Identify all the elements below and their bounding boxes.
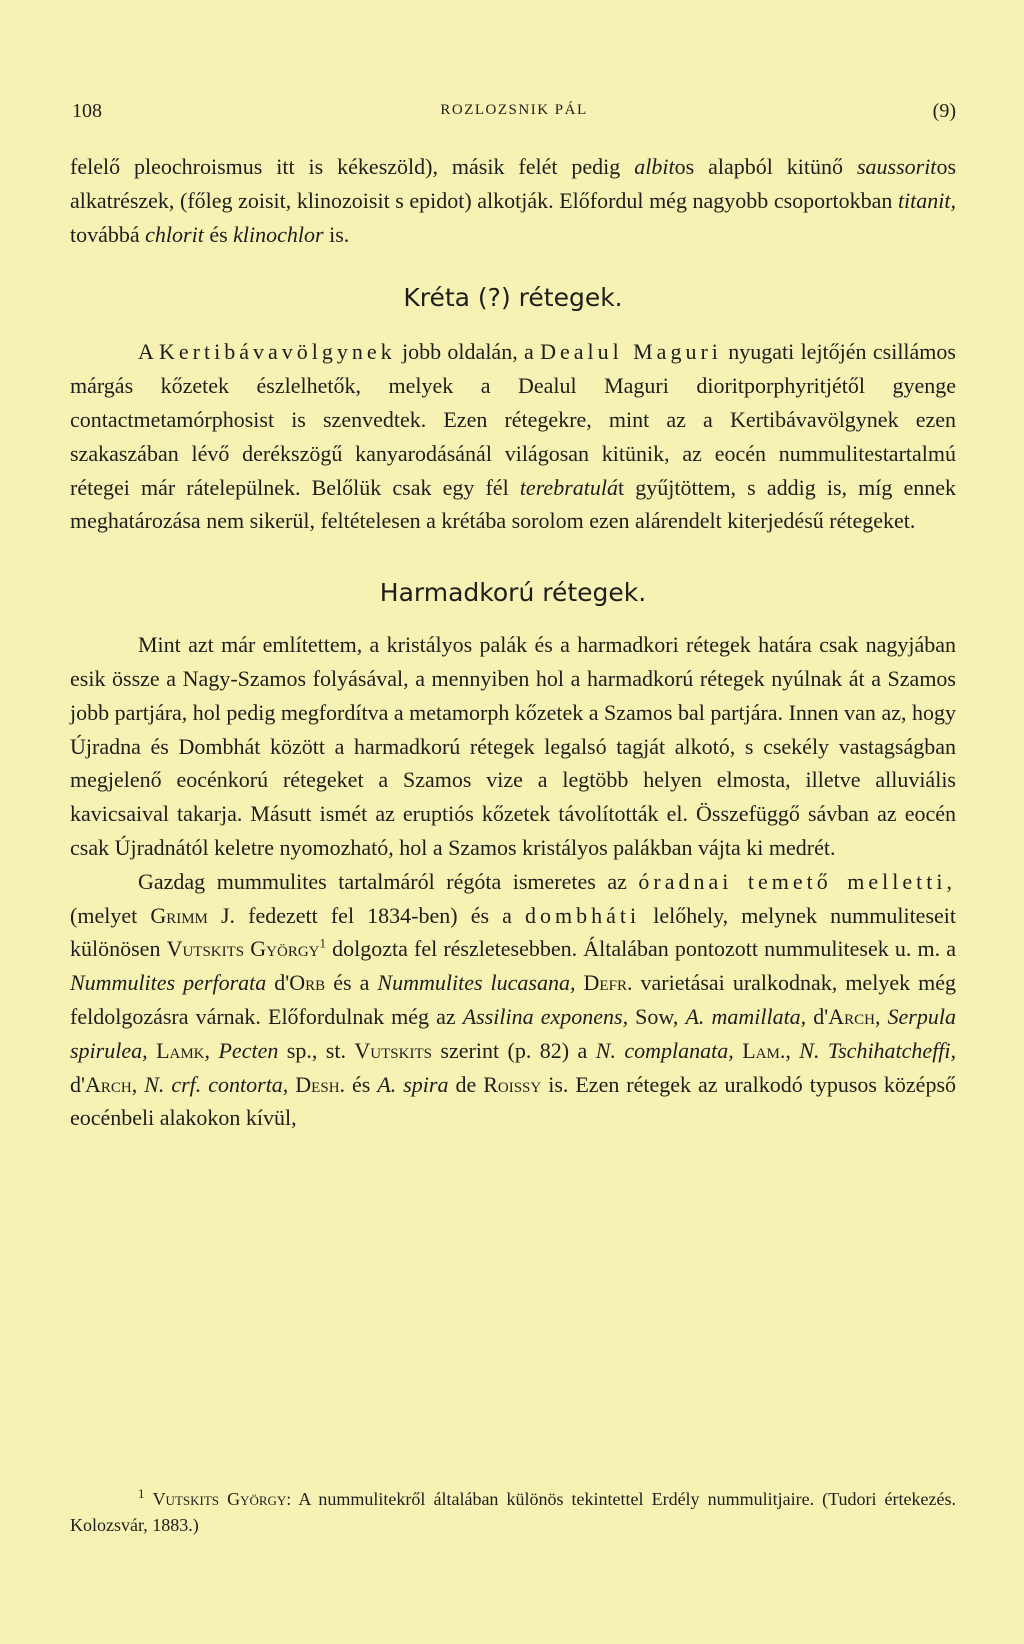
paragraph-1: felelő pleochroismus itt is kékeszöld), másik felét pedig albitos alapból kitünő saussoritos alkatrészek, (főleg zoisit, klinozoisit s epidot) alkotják. Előfordul még nagyobb csoportokban titanit, továbbá chlorit és klinochlor is. [70, 154, 956, 247]
paragraph-4: Gazdag mummulites tartalmáról régóta ismeretes az óradnai temető melletti, (melyet Grimm J. fedezett fel 1834-ben) és a dombháti lelőhely, melynek nummuliteseit különösen Vutskits György$^1$ dolgozta fel részletesebben. Általában pontozott nummulitesek u. m. a Nummulites perforata d'Orb és a Nummulites lucasana, Defr. varietásai uralkodnak, melyek még feldolgozásra várnak. Előfordulnak még az Assilina exponens, Sow, A. mamillata, d'Arch, Serpula spirulea, Lamk, Pecten sp., st. Vutskits szerint (p. 82) a N. complanata, Lam., N. Tschihatcheffi, d'Arch, N. crf. contorta, Desh. és A. spira de Roissy is. Ezen rétegek az uralkodó typusos középső eocénbeli alakokon kívül, [70, 868, 957, 1131]
footnote-1: $^1$ Vutskits György: A nummulitekről általában különös tekintettel Erdély nummulitjaire. (Tudori értekezés. Kolozsvár, 1883.) [70, 1486, 957, 1535]
footnote-reference: 1 [319, 936, 326, 952]
section-heading-kreta: Kréta (?) rétegek. [403, 283, 623, 313]
paragraph-2: A Kertibávavölgynek jobb oldalán, a Dealul Maguri nyugati lejtőjén csillámos márgás kőzetek észlelhetők, melyek a Dealul Maguri dioritporphyritjétől gyenge contactmetamórphosist is szenvedtek. Ezen rétegekre, mint az a Kertibávavölgynek ezen szakaszában lévő derékszögű kanyarodásánál világosan kitünik, az eocén nummulitestartalmú rétegei már rátelepülnek. Belőlük csak egy fél terebratulát gyűjtöttem, s addig is, míg ennek meghatározása nem sikerül, feltételesen a krétába sorolom ezen alárendelt kiterjedésű rétegeket. [70, 339, 956, 534]
body-text [70, 150, 956, 1135]
section-heading-harmadkoru: Harmadkorú rétegek. [379, 578, 647, 608]
section-number: (9) [932, 100, 956, 122]
page-number: 108 [72, 100, 102, 122]
page-header [72, 100, 956, 130]
running-head: ROZLOZSNIK PÁL [440, 102, 588, 118]
paragraph-3: Mint azt már említettem, a kristályos palák és a harmadkori rétegek határa csak nagyjában esik össze a Nagy-Szamos folyásával, a mennyiben hol a harmadkorú rétegek nyúlnak át a Szamos jobb partjára, hol pedig megfordítva a metamorph kőzetek a Szamos bal partjára. Innen van az, hogy Újradna és Dombhát között a harmadkorú rétegek legalsó tagját alkotó, s csekély vastagságban megjelenő eocénkorú rétegeket a Szamos vize a legtöbb helyen elmosta, illetve alluviális kavicsaival takarja. Másutt ismét az eruptiós kőzetek távolították el. Összefüggő sávban az eocén csak Újradnától keletre nyomozható, hol a Szamos kristályos palákban vájta ki medrét. [70, 632, 956, 860]
footnotes [70, 1486, 956, 1538]
